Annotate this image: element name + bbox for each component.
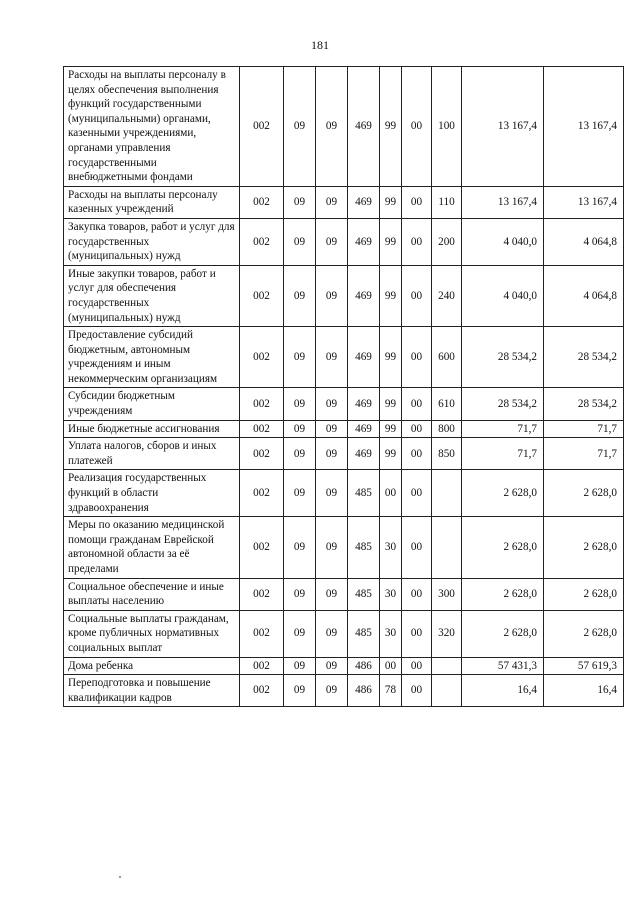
amount-year-2: 71,7	[544, 420, 624, 438]
ved-code: 002	[240, 67, 284, 187]
amount-year-1: 4 040,0	[462, 265, 544, 326]
table-row	[64, 420, 624, 438]
subsection-code: 09	[316, 420, 348, 438]
row-name: Реализация государственных функций в области здравоохранения	[64, 470, 240, 517]
amount-year-2: 2 628,0	[544, 517, 624, 578]
subsection-code: 09	[316, 327, 348, 388]
target-code-2: 99	[380, 218, 402, 265]
expense-type-code	[432, 657, 462, 675]
section-code: 09	[284, 470, 316, 517]
section-code: 09	[284, 610, 316, 657]
subsection-code: 09	[316, 438, 348, 470]
section-code: 09	[284, 578, 316, 610]
target-code-3: 00	[402, 186, 432, 218]
target-code-2: 78	[380, 675, 402, 707]
target-code-2: 00	[380, 470, 402, 517]
amount-year-1: 13 167,4	[462, 67, 544, 187]
ved-code: 002	[240, 470, 284, 517]
table-row	[64, 610, 624, 657]
subsection-code: 09	[316, 517, 348, 578]
amount-year-2: 16,4	[544, 675, 624, 707]
amount-year-1: 16,4	[462, 675, 544, 707]
row-name: Иные закупки товаров, работ и услуг для обеспечения государственных (муниципальных) нужд	[64, 265, 240, 326]
expense-type-code: 320	[432, 610, 462, 657]
table-row	[64, 657, 624, 675]
amount-year-1: 71,7	[462, 438, 544, 470]
expense-type-code: 850	[432, 438, 462, 470]
amount-year-1: 57 431,3	[462, 657, 544, 675]
row-name: Социальные выплаты гражданам, кроме публичных нормативных социальных выплат	[64, 610, 240, 657]
table-row	[64, 578, 624, 610]
target-code-2: 99	[380, 388, 402, 420]
amount-year-1: 4 040,0	[462, 218, 544, 265]
section-code: 09	[284, 657, 316, 675]
table-row	[64, 517, 624, 578]
target-code-1: 469	[348, 438, 380, 470]
amount-year-2: 28 534,2	[544, 327, 624, 388]
expense-type-code: 800	[432, 420, 462, 438]
target-code-2: 99	[380, 420, 402, 438]
amount-year-1: 2 628,0	[462, 517, 544, 578]
row-name: Закупка товаров, работ и услуг для государственных (муниципальных) нужд	[64, 218, 240, 265]
target-code-3: 00	[402, 265, 432, 326]
target-code-3: 00	[402, 438, 432, 470]
row-name: Предоставление субсидий бюджетным, автономным учреждениям и иным некоммерческим организациям	[64, 327, 240, 388]
section-code: 09	[284, 517, 316, 578]
amount-year-2: 71,7	[544, 438, 624, 470]
target-code-1: 486	[348, 657, 380, 675]
section-code: 09	[284, 265, 316, 326]
expense-type-code: 200	[432, 218, 462, 265]
section-code: 09	[284, 67, 316, 187]
amount-year-1: 28 534,2	[462, 388, 544, 420]
amount-year-1: 28 534,2	[462, 327, 544, 388]
row-name: Расходы на выплаты персоналу казенных учреждений	[64, 186, 240, 218]
section-code: 09	[284, 438, 316, 470]
amount-year-2: 57 619,3	[544, 657, 624, 675]
target-code-1: 485	[348, 517, 380, 578]
target-code-3: 00	[402, 470, 432, 517]
target-code-3: 00	[402, 67, 432, 187]
ved-code: 002	[240, 675, 284, 707]
section-code: 09	[284, 675, 316, 707]
target-code-1: 485	[348, 470, 380, 517]
row-name: Переподготовка и повышение квалификации кадров	[64, 675, 240, 707]
ved-code: 002	[240, 438, 284, 470]
ved-code: 002	[240, 186, 284, 218]
row-name: Дома ребенка	[64, 657, 240, 675]
amount-year-2: 2 628,0	[544, 470, 624, 517]
target-code-1: 469	[348, 218, 380, 265]
amount-year-1: 2 628,0	[462, 470, 544, 517]
row-name: Меры по оказанию медицинской помощи гражданам Еврейской автономной области за её пределами	[64, 517, 240, 578]
page-number: 181	[311, 38, 329, 52]
target-code-1: 486	[348, 675, 380, 707]
target-code-3: 00	[402, 517, 432, 578]
row-name: Иные бюджетные ассигнования	[64, 420, 240, 438]
subsection-code: 09	[316, 675, 348, 707]
row-name: Субсидии бюджетным учреждениям	[64, 388, 240, 420]
table-row	[64, 675, 624, 707]
target-code-3: 00	[402, 218, 432, 265]
target-code-2: 30	[380, 517, 402, 578]
target-code-1: 469	[348, 186, 380, 218]
amount-year-2: 13 167,4	[544, 186, 624, 218]
expense-type-code: 240	[432, 265, 462, 326]
row-name: Социальное обеспечение и иные выплаты населению	[64, 578, 240, 610]
expense-type-code: 300	[432, 578, 462, 610]
amount-year-2: 2 628,0	[544, 578, 624, 610]
target-code-2: 99	[380, 67, 402, 187]
amount-year-2: 13 167,4	[544, 67, 624, 187]
expense-type-code: 110	[432, 186, 462, 218]
target-code-2: 00	[380, 657, 402, 675]
expense-type-code: 100	[432, 67, 462, 187]
target-code-2: 99	[380, 186, 402, 218]
amount-year-2: 2 628,0	[544, 610, 624, 657]
amount-year-1: 2 628,0	[462, 610, 544, 657]
subsection-code: 09	[316, 67, 348, 187]
amount-year-2: 4 064,8	[544, 265, 624, 326]
ved-code: 002	[240, 218, 284, 265]
section-code: 09	[284, 327, 316, 388]
target-code-3: 00	[402, 675, 432, 707]
target-code-2: 30	[380, 610, 402, 657]
section-code: 09	[284, 420, 316, 438]
target-code-2: 99	[380, 327, 402, 388]
ved-code: 002	[240, 578, 284, 610]
table-row	[64, 470, 624, 517]
table-row	[64, 438, 624, 470]
subsection-code: 09	[316, 610, 348, 657]
subsection-code: 09	[316, 265, 348, 326]
scan-speck	[119, 876, 121, 878]
expense-type-code	[432, 675, 462, 707]
ved-code: 002	[240, 517, 284, 578]
amount-year-2: 28 534,2	[544, 388, 624, 420]
ved-code: 002	[240, 420, 284, 438]
target-code-2: 30	[380, 578, 402, 610]
target-code-2: 99	[380, 265, 402, 326]
amount-year-1: 71,7	[462, 420, 544, 438]
table-row	[64, 265, 624, 326]
target-code-1: 469	[348, 388, 380, 420]
target-code-3: 00	[402, 578, 432, 610]
expense-type-code: 600	[432, 327, 462, 388]
ved-code: 002	[240, 327, 284, 388]
table-row	[64, 388, 624, 420]
table-row	[64, 67, 624, 187]
amount-year-2: 4 064,8	[544, 218, 624, 265]
ved-code: 002	[240, 388, 284, 420]
ved-code: 002	[240, 610, 284, 657]
target-code-3: 00	[402, 657, 432, 675]
expense-type-code	[432, 470, 462, 517]
subsection-code: 09	[316, 578, 348, 610]
ved-code: 002	[240, 265, 284, 326]
amount-year-1: 13 167,4	[462, 186, 544, 218]
table-row	[64, 218, 624, 265]
ved-code: 002	[240, 657, 284, 675]
target-code-1: 469	[348, 67, 380, 187]
subsection-code: 09	[316, 470, 348, 517]
section-code: 09	[284, 186, 316, 218]
row-name: Уплата налогов, сборов и иных платежей	[64, 438, 240, 470]
subsection-code: 09	[316, 186, 348, 218]
subsection-code: 09	[316, 388, 348, 420]
table-row	[64, 186, 624, 218]
target-code-1: 469	[348, 327, 380, 388]
table-row	[64, 327, 624, 388]
target-code-2: 99	[380, 438, 402, 470]
target-code-1: 469	[348, 265, 380, 326]
target-code-1: 469	[348, 420, 380, 438]
section-code: 09	[284, 388, 316, 420]
target-code-1: 485	[348, 578, 380, 610]
expense-type-code: 610	[432, 388, 462, 420]
target-code-1: 485	[348, 610, 380, 657]
target-code-3: 00	[402, 610, 432, 657]
target-code-3: 00	[402, 327, 432, 388]
expense-type-code	[432, 517, 462, 578]
section-code: 09	[284, 218, 316, 265]
subsection-code: 09	[316, 218, 348, 265]
amount-year-1: 2 628,0	[462, 578, 544, 610]
budget-table	[63, 66, 624, 707]
row-name: Расходы на выплаты персоналу в целях обеспечения выполнения функций государственными (муниципальными) органами, казенными учреждениями, органами управления государственными внебюджетными фондами	[64, 67, 240, 187]
target-code-3: 00	[402, 420, 432, 438]
target-code-3: 00	[402, 388, 432, 420]
subsection-code: 09	[316, 657, 348, 675]
